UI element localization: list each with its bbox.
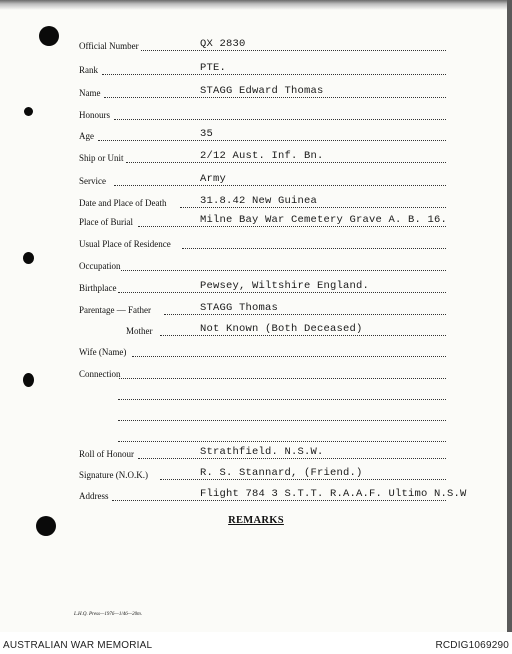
field-mother (0, 323, 512, 339)
field-ship-or-unit (0, 150, 512, 166)
dotted-line (112, 500, 446, 501)
field-age (0, 128, 512, 144)
field-wife-name (0, 344, 512, 360)
field-date-place-of-death (0, 195, 512, 211)
dotted-line (118, 292, 446, 293)
label-service: Service (79, 176, 106, 186)
field-parentage-father (0, 302, 512, 318)
label-occupation: Occupation (79, 261, 121, 271)
label-ship-or-unit: Ship or Unit (79, 153, 124, 163)
dotted-line (182, 248, 446, 249)
dotted-line (160, 479, 446, 480)
dotted-line (132, 356, 446, 357)
value-roll-of-honour: Strathfield. N.S.W. (200, 446, 324, 458)
label-place-of-burial: Place of Burial (79, 217, 133, 227)
label-name: Name (79, 88, 101, 98)
label-roll-of-honour: Roll of Honour (79, 449, 134, 459)
label-rank: Rank (79, 65, 98, 75)
footer-record-id: RCDIG1069290 (435, 640, 509, 651)
field-occupation (0, 258, 512, 274)
field-connection (0, 366, 512, 382)
value-signature-nok: R. S. Stannard, (Friend.) (200, 467, 363, 479)
label-birthplace: Birthplace (79, 283, 117, 293)
dotted-line (114, 119, 446, 120)
field-honours (0, 107, 512, 123)
field-rank (0, 62, 512, 78)
dotted-line (164, 314, 446, 315)
printer-imprint: L.H.Q. Press—1976—1/46—20m. (74, 612, 143, 617)
label-age: Age (79, 131, 94, 141)
value-place-of-burial: Milne Bay War Cemetery Grave A. B. 16. (200, 214, 448, 226)
field-service (0, 173, 512, 189)
value-address: Flight 784 3 S.T.T. R.A.A.F. Ultimo N.S.W (200, 488, 467, 500)
label-connection: Connection (79, 369, 121, 379)
label-mother: Mother (126, 326, 153, 336)
field-address (0, 488, 512, 504)
archive-footer (0, 632, 512, 654)
label-usual-residence: Usual Place of Residence (79, 239, 171, 249)
label-signature-nok: Signature (N.O.K.) (79, 470, 148, 480)
dotted-line (118, 420, 446, 421)
value-rank: PTE. (200, 62, 227, 74)
dotted-line (119, 378, 446, 379)
label-official-number: Official Number (79, 41, 139, 51)
scan-top-edge (0, 0, 512, 10)
dotted-line (118, 441, 446, 442)
value-official-number: QX 2830 (200, 38, 246, 50)
blank-line (0, 408, 512, 424)
blank-line (0, 429, 512, 445)
dotted-line (121, 270, 446, 271)
field-roll-of-honour (0, 446, 512, 462)
label-address: Address (79, 491, 109, 501)
value-age: 35 (200, 128, 214, 140)
remarks-heading-text: REMARKS (228, 515, 284, 526)
dotted-line (141, 50, 446, 51)
dotted-line (118, 399, 446, 400)
value-mother: Not Known (Both Deceased) (200, 323, 363, 335)
dotted-line (180, 207, 446, 208)
dotted-line (98, 140, 446, 141)
value-parentage-father: STAGG Thomas (200, 302, 279, 314)
value-ship-or-unit: 2/12 Aust. Inf. Bn. (200, 150, 324, 162)
field-birthplace (0, 280, 512, 296)
field-usual-residence (0, 236, 512, 252)
dotted-line (104, 97, 446, 98)
label-honours: Honours (79, 110, 110, 120)
remarks-heading (0, 510, 512, 528)
dotted-line (138, 458, 446, 459)
dotted-line (102, 74, 446, 75)
label-parentage-father: Parentage — Father (79, 305, 151, 315)
value-service: Army (200, 173, 227, 185)
field-signature-nok (0, 467, 512, 483)
blank-line (0, 387, 512, 403)
label-date-place-of-death: Date and Place of Death (79, 198, 167, 208)
dotted-line (126, 162, 446, 163)
value-birthplace: Pewsey, Wiltshire England. (200, 280, 370, 292)
footer-institution: AUSTRALIAN WAR MEMORIAL (3, 640, 153, 651)
field-place-of-burial (0, 214, 512, 230)
dotted-line (114, 185, 446, 186)
label-wife-name: Wife (Name) (79, 347, 127, 357)
field-name (0, 85, 512, 101)
field-official-number (0, 38, 512, 54)
dotted-line (138, 226, 446, 227)
dotted-line (160, 335, 446, 336)
value-name: STAGG Edward Thomas (200, 85, 324, 97)
value-date-place-of-death: 31.8.42 New Guinea (200, 195, 318, 207)
